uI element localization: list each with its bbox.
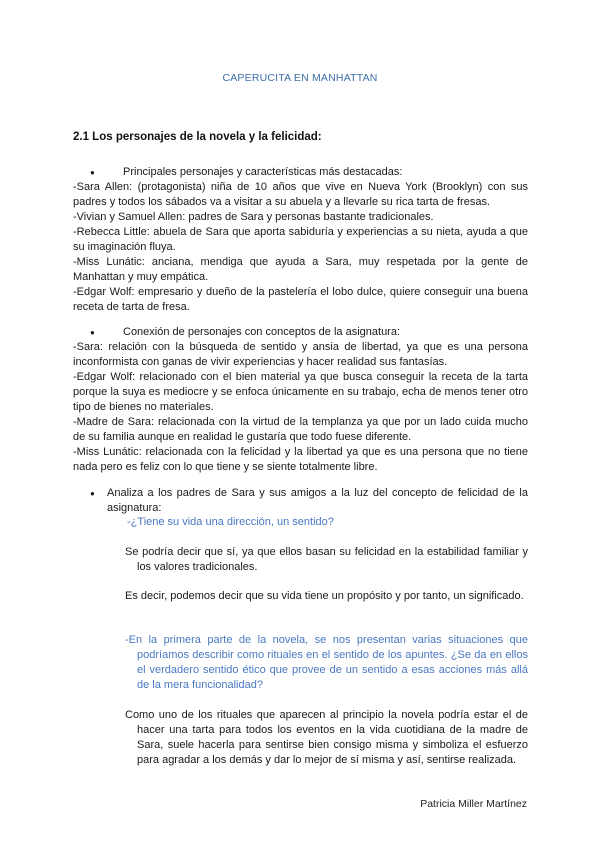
bullet-item bbox=[73, 165, 528, 180]
paragraph: -Vivian y Samuel Allen: padres de Sara y personas bastante tradicionales. bbox=[73, 211, 434, 223]
bullet-icon: ● bbox=[90, 168, 95, 177]
author-name: Patricia Miller Martínez bbox=[420, 798, 527, 810]
paragraph: -Sara: relación con la búsqueda de sentido y ansia de libertad, ya que es una persona inconformista con ganas de vivir experiencias y hacer realidad sus fantasías. bbox=[73, 341, 528, 368]
paragraph: Como uno de los rituales que aparecen al principio la novela podría estar el de hacer una tarta para todos los eventos en la vida cuotidiana de la madre de Sara, suele hacerla para sentirse bien consigo misma y simboliza el esfuerzo para agradar a los demás y dar lo mejor de sí misma y así, sentirse realizada. bbox=[125, 709, 528, 766]
answer-paragraph bbox=[125, 589, 528, 604]
prompt-paragraph bbox=[125, 633, 528, 693]
paragraph: Es decir, podemos decir que su vida tiene un propósito y por tanto, un significado. bbox=[125, 590, 524, 602]
answer-paragraph bbox=[125, 545, 528, 575]
bullet-icon: ● bbox=[90, 489, 95, 498]
bullet-heading: Analiza a los padres de Sara y sus amigos a la luz del concepto de felicidad de la asignatura: bbox=[107, 487, 528, 514]
question-text: -¿Tiene su vida una dirección, un sentido? bbox=[127, 516, 334, 528]
characters-block bbox=[73, 165, 528, 315]
section-heading: 2.1 Los personajes de la novela y la felicidad: bbox=[73, 131, 322, 143]
paragraph: -Sara Allen: (protagonista) niña de 10 años que vive en Nueva York (Brooklyn) con sus padres y todos los sábados va a visitar a su abuela y a llevarle su rica tarta de fresas. bbox=[73, 181, 528, 208]
paragraph: Se podría decir que sí, ya que ellos basan su felicidad en la estabilidad familiar y los valores tradicionales. bbox=[125, 546, 528, 573]
paragraph: -Miss Lunátic: anciana, mendiga que ayuda a Sara, muy respetada por la gente de Manhattan y muy empática. bbox=[73, 256, 528, 283]
bullet-item bbox=[90, 486, 528, 516]
paragraph: -Rebecca Little: abuela de Sara que aporta sabiduría y experiencias a su nieta, ayuda a que su imaginación fluya. bbox=[73, 226, 528, 253]
concepts-block bbox=[73, 325, 528, 475]
bullet-heading: Principales personajes y características más destacadas: bbox=[123, 166, 403, 178]
bullet-icon: ● bbox=[90, 328, 95, 337]
bullet-heading: Conexión de personajes con conceptos de la asignatura: bbox=[123, 326, 401, 338]
paragraph: -Edgar Wolf: relacionado con el bien material ya que busca conseguir la receta de la tarta porque la suya es mediocre y se enfoca únicamente en su trabajo, echa de menos tener otro tipo de bienes no materiales. bbox=[73, 371, 528, 413]
analysis-block bbox=[90, 486, 528, 516]
bullet-item bbox=[73, 325, 528, 340]
paragraph: -En la primera parte de la novela, se nos presentan varias situaciones que podríamos describir como rituales en el sentido de los apuntes. ¿Se da en ellos el verdadero sentido ético que provee de un sentido a esas acciones más allá de la mera funcionalidad? bbox=[125, 634, 528, 691]
answer-paragraph bbox=[125, 708, 528, 768]
document-title: CAPERUCITA EN MANHATTAN bbox=[222, 72, 378, 84]
paragraph: -Madre de Sara: relacionada con la virtud de la templanza ya que por un lado cuida mucho de su familia aunque en realidad le gustaría que todo fuese diferente. bbox=[73, 416, 528, 443]
paragraph: -Edgar Wolf: empresario y dueño de la pastelería el lobo dulce, quiere conseguir una buena receta de tarta de fresa. bbox=[73, 286, 528, 313]
paragraph: -Miss Lunátic: relacionada con la felicidad y la libertad ya que es una persona que no tiene nada pero es feliz con lo que tiene y se siente totalmente libre. bbox=[73, 446, 528, 473]
